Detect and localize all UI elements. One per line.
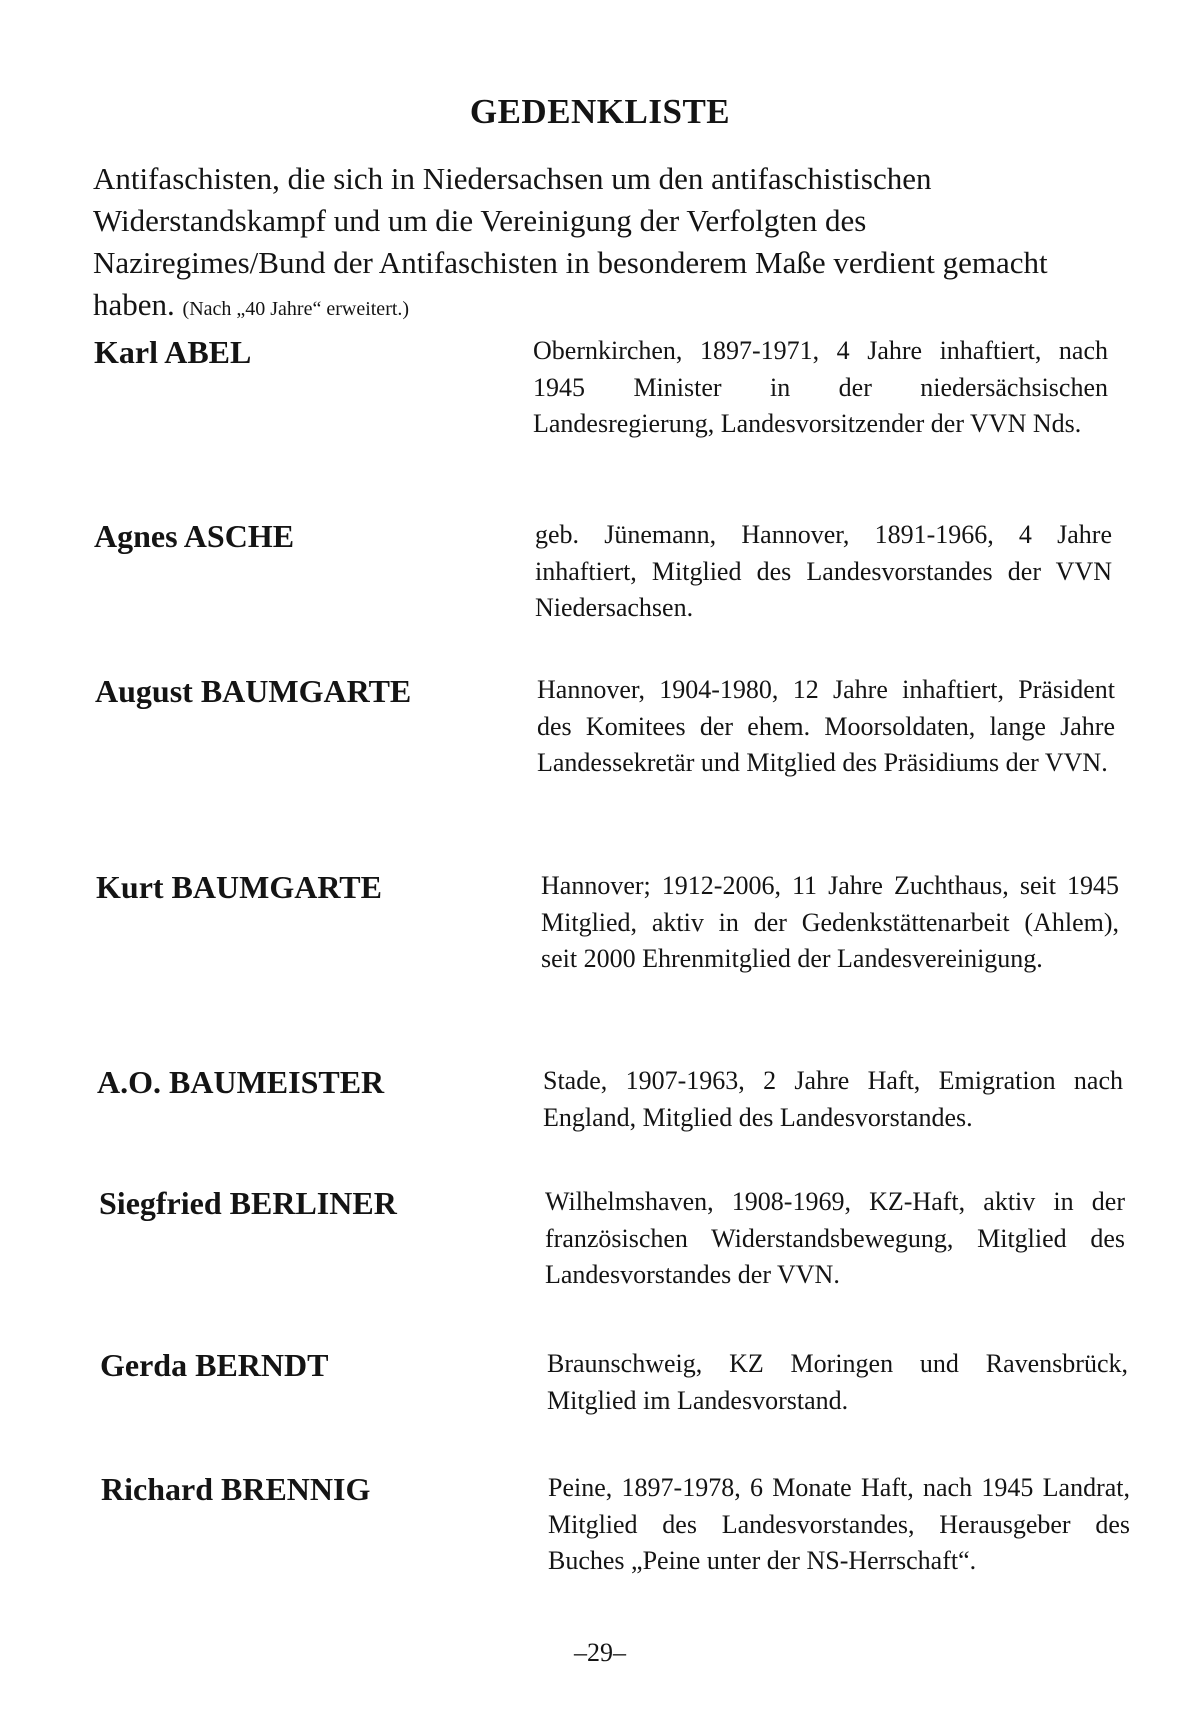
entry-name: Siegfried BERLINER (99, 1185, 397, 1221)
entry-name: A.O. BAUMEISTER (97, 1064, 385, 1100)
page-number: –29– (574, 1638, 626, 1667)
entry-description: geb. Jünemann, Hannover, 1891-1966, 4 Jahre inhaftiert, Mitglied des Landesvorstandes der VVN Niedersachsen. (535, 520, 1112, 622)
entry-description: Hannover, 1904-1980, 12 Jahre inhaftiert, Präsident des Komitees der ehem. Moorsoldaten, lange Jahre Landessekretär und Mitglied des Präsidiums der VVN. (537, 675, 1115, 777)
entry-description: Hannover; 1912-2006, 11 Jahre Zuchthaus, seit 1945 Mitglied, aktiv in der Gedenkstättenarbeit (Ahlem), seit 2000 Ehrenmitglied der Landesvereinigung. (541, 871, 1119, 973)
entry-name: Richard BRENNIG (101, 1471, 371, 1507)
entry-description: Stade, 1907-1963, 2 Jahre Haft, Emigration nach England, Mitglied des Landesvorstandes. (543, 1066, 1123, 1132)
entry-name: Gerda BERNDT (100, 1347, 329, 1383)
intro-paragraph (93, 158, 1093, 330)
entry-description: Obernkirchen, 1897-1971, 4 Jahre inhaftiert, nach 1945 Minister in der niedersächsischen Landesregierung, Landesvorsitzender der VVN Nds. (533, 336, 1108, 438)
entry-name: August BAUMGARTE (95, 673, 412, 709)
entry-name: Agnes ASCHE (94, 518, 295, 554)
entry-description: Braunschweig, KZ Moringen und Ravensbrück, Mitglied im Landesvorstand. (547, 1349, 1128, 1415)
intro-text: Antifaschisten, die sich in Niedersachsen um den antifaschistischen Widerstandskampf und um die Vereinigung der Verfolgten des Naziregimes/Bund der Antifaschisten in besonderem Maße verdient gemacht haben. (93, 161, 1048, 322)
entry-description: Peine, 1897-1978, 6 Monate Haft, nach 1945 Landrat, Mitglied des Landesvorstandes, Herausgeber des Buches „Peine unter der NS-Herrschaft“. (548, 1473, 1130, 1575)
page-title: GEDENKLISTE (469, 92, 731, 131)
entry-name: Karl ABEL (94, 334, 252, 370)
entry-description: Wilhelmshaven, 1908-1969, KZ-Haft, aktiv in der französischen Widerstandsbewegung, Mitglied des Landesvorstandes der VVN. (545, 1187, 1125, 1289)
intro-note: (Nach „40 Jahre“ erweitert.) (182, 298, 410, 320)
entry-name: Kurt BAUMGARTE (96, 869, 382, 905)
